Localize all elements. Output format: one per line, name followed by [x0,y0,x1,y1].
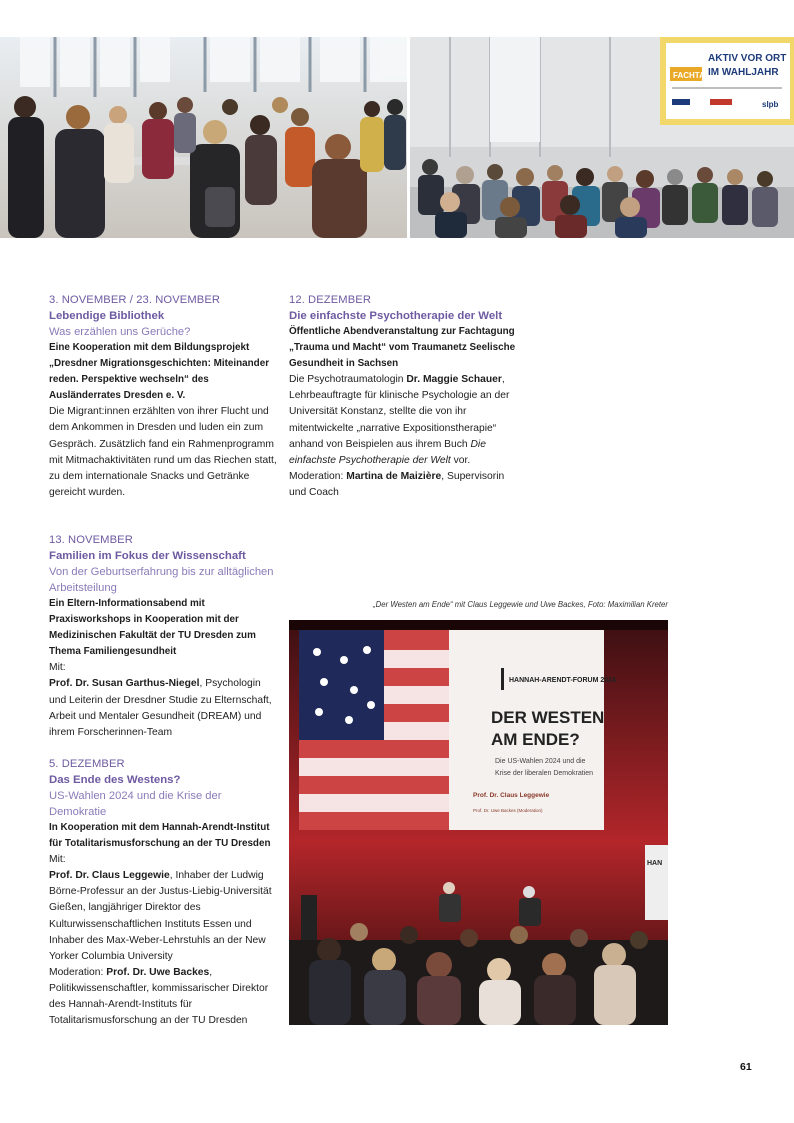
photo-library-event [0,37,407,238]
event-speaker [49,868,279,965]
library-photo-illustration [0,37,407,238]
screen-headline-2: IM WAHLJAHR [708,67,779,78]
screen-tag: FACHTAG [673,71,712,80]
body-mid: , Lehrbeauftragte für klinische Psychologie an der Universität Konstanz, stellte die von ihr mitentwickelte „narrative Expositionstherapie“ anhand von Beispielen aus ihrem Buch [289,374,510,450]
page-number: 61 [740,1061,752,1073]
projection-screen [299,630,616,830]
event-lead: Ein Eltern-Informationsabend mit Praxisworkshops in Kooperation mit der Medizinischen Fakultät der TU Dresden zum Thema Familiengesundheit [49,598,256,658]
event-body [289,372,521,469]
moderation-label: Moderation: [49,966,107,978]
forum-moderator: Prof. Dr. Uwe Backes (Moderation) [473,808,543,813]
with-label: Mit: [49,662,66,674]
forum-speaker: Prof. Dr. Claus Leggewie [473,792,550,799]
forum-headline-2: AM ENDE? [491,730,580,749]
event-subtitle: Was erzählen uns Gerüche? [49,326,191,338]
event-moderation [49,965,279,1029]
forum-subline-2: Krise der liberalen Demokratien [495,770,594,777]
speaker-role: , Psychologin und Leiterin der Dresdner Studie zu Elternschaft, Arbeit und Mentaler Gesundheit (DREAM) und ihrem Forscherinnen-Team [49,678,272,738]
event-title: Die einfachste Psychotherapie der Welt [289,310,503,322]
event-familien-im-fokus [49,532,279,741]
event-subtitle: Von der Geburtserfahrung bis zur alltäglichen Arbeitsteilung [49,566,274,594]
event-lead: Öffentliche Abendveranstaltung zur Fachtagung „Trauma und Macht“ vom Traumanetz Seelische Gesundheit in Sachsen [289,326,516,370]
conference-photo-illustration [410,37,794,238]
event-moderation [289,469,521,501]
speaker-name: Prof. Dr. Susan Garthus-Niegel [49,678,200,690]
event-subtitle: US-Wahlen 2024 und die Krise der Demokratie [49,790,222,818]
with-label: Mit: [49,854,66,866]
event-speaker [49,676,279,740]
event-body: Die Migrant:innen erzählten von ihrer Flucht und dem Ankommen in Dresden und luden ein zum Gespräch. Zusätzlich fand ein Rahmenprogramm mit Mitmachaktivitäten rund um das Riechen statt, zu dem internationale Snacks und Getränke gereicht wurden. [49,406,277,498]
speaker-name: Prof. Dr. Claus Leggewie [49,870,170,882]
speaker-role: , Inhaber der Ludwig Börne-Professur an der Justus-Liebig-Universität Gießen, langjähriger Direktor des Kulturwissenschaftlichen Instituts Essen und Inhaber des Max-Weber-Lehrstuhls an der New Yorker Columbia University [49,870,272,962]
photo-hannah-arendt-forum [289,620,668,1025]
event-date: 3. NOVEMBER / 23. NOVEMBER [49,294,221,306]
event-psychotherapie [289,292,521,501]
event-title: Familien im Fokus der Wissenschaft [49,550,246,562]
forum-photo-illustration [289,620,668,1025]
event-title: Lebendige Bibliothek [49,310,165,322]
forum-series: HANNAH-ARENDT-FORUM 2024 [509,677,616,684]
event-lead: In Kooperation mit dem Hannah-Arendt-Institut für Totalitarismusforschung an der TU Dresden [49,822,271,850]
speaker-name: Dr. Maggie Schauer [406,374,502,386]
event-lead: Eine Kooperation mit dem Bildungsprojekt „Dresdner Migrationsgeschichten: Miteinander reden. Perspektive wechseln“ des Ausländerrates Dresden e. V. [49,342,270,402]
projection-screen [660,37,794,125]
screen-headline-1: AKTIV VOR ORT [708,53,787,64]
body-intro: Die Psychotraumatologin [289,374,407,386]
forum-headline-1: DER WESTEN [491,708,605,727]
book-title: Die einfachste Psychotherapie der Welt [289,438,486,466]
screen-logo: slpb [762,100,779,109]
moderator-name: Prof. Dr. Uwe Backes [106,966,210,978]
photo-conference-hall [410,37,794,238]
photo-caption: „Der Westen am Ende“ mit Claus Leggewie und Uwe Backes, Foto: Maximilian Kreter [373,600,668,609]
event-ende-des-westens [49,756,279,1029]
event-title: Das Ende des Westens? [49,774,181,786]
moderator-role: , Politikwissenschaftler, kommissarischer Direktor des Hannah-Arendt-Instituts für Totalitarismusforschung an der TU Dresden [49,966,269,1027]
event-lebendige-bibliothek [49,292,279,501]
event-date: 5. DEZEMBER [49,758,125,770]
moderator-role: , Supervisorin und Coach [289,470,505,498]
event-date: 12. DEZEMBER [289,294,372,306]
banner-text: HAN [647,860,663,867]
event-date: 13. NOVEMBER [49,534,133,546]
moderation-label: Moderation: [289,470,347,482]
forum-subline-1: Die US-Wahlen 2024 und die [495,758,586,765]
body-end: vor. [450,454,471,466]
moderator-name: Martina de Maizière [346,470,442,482]
